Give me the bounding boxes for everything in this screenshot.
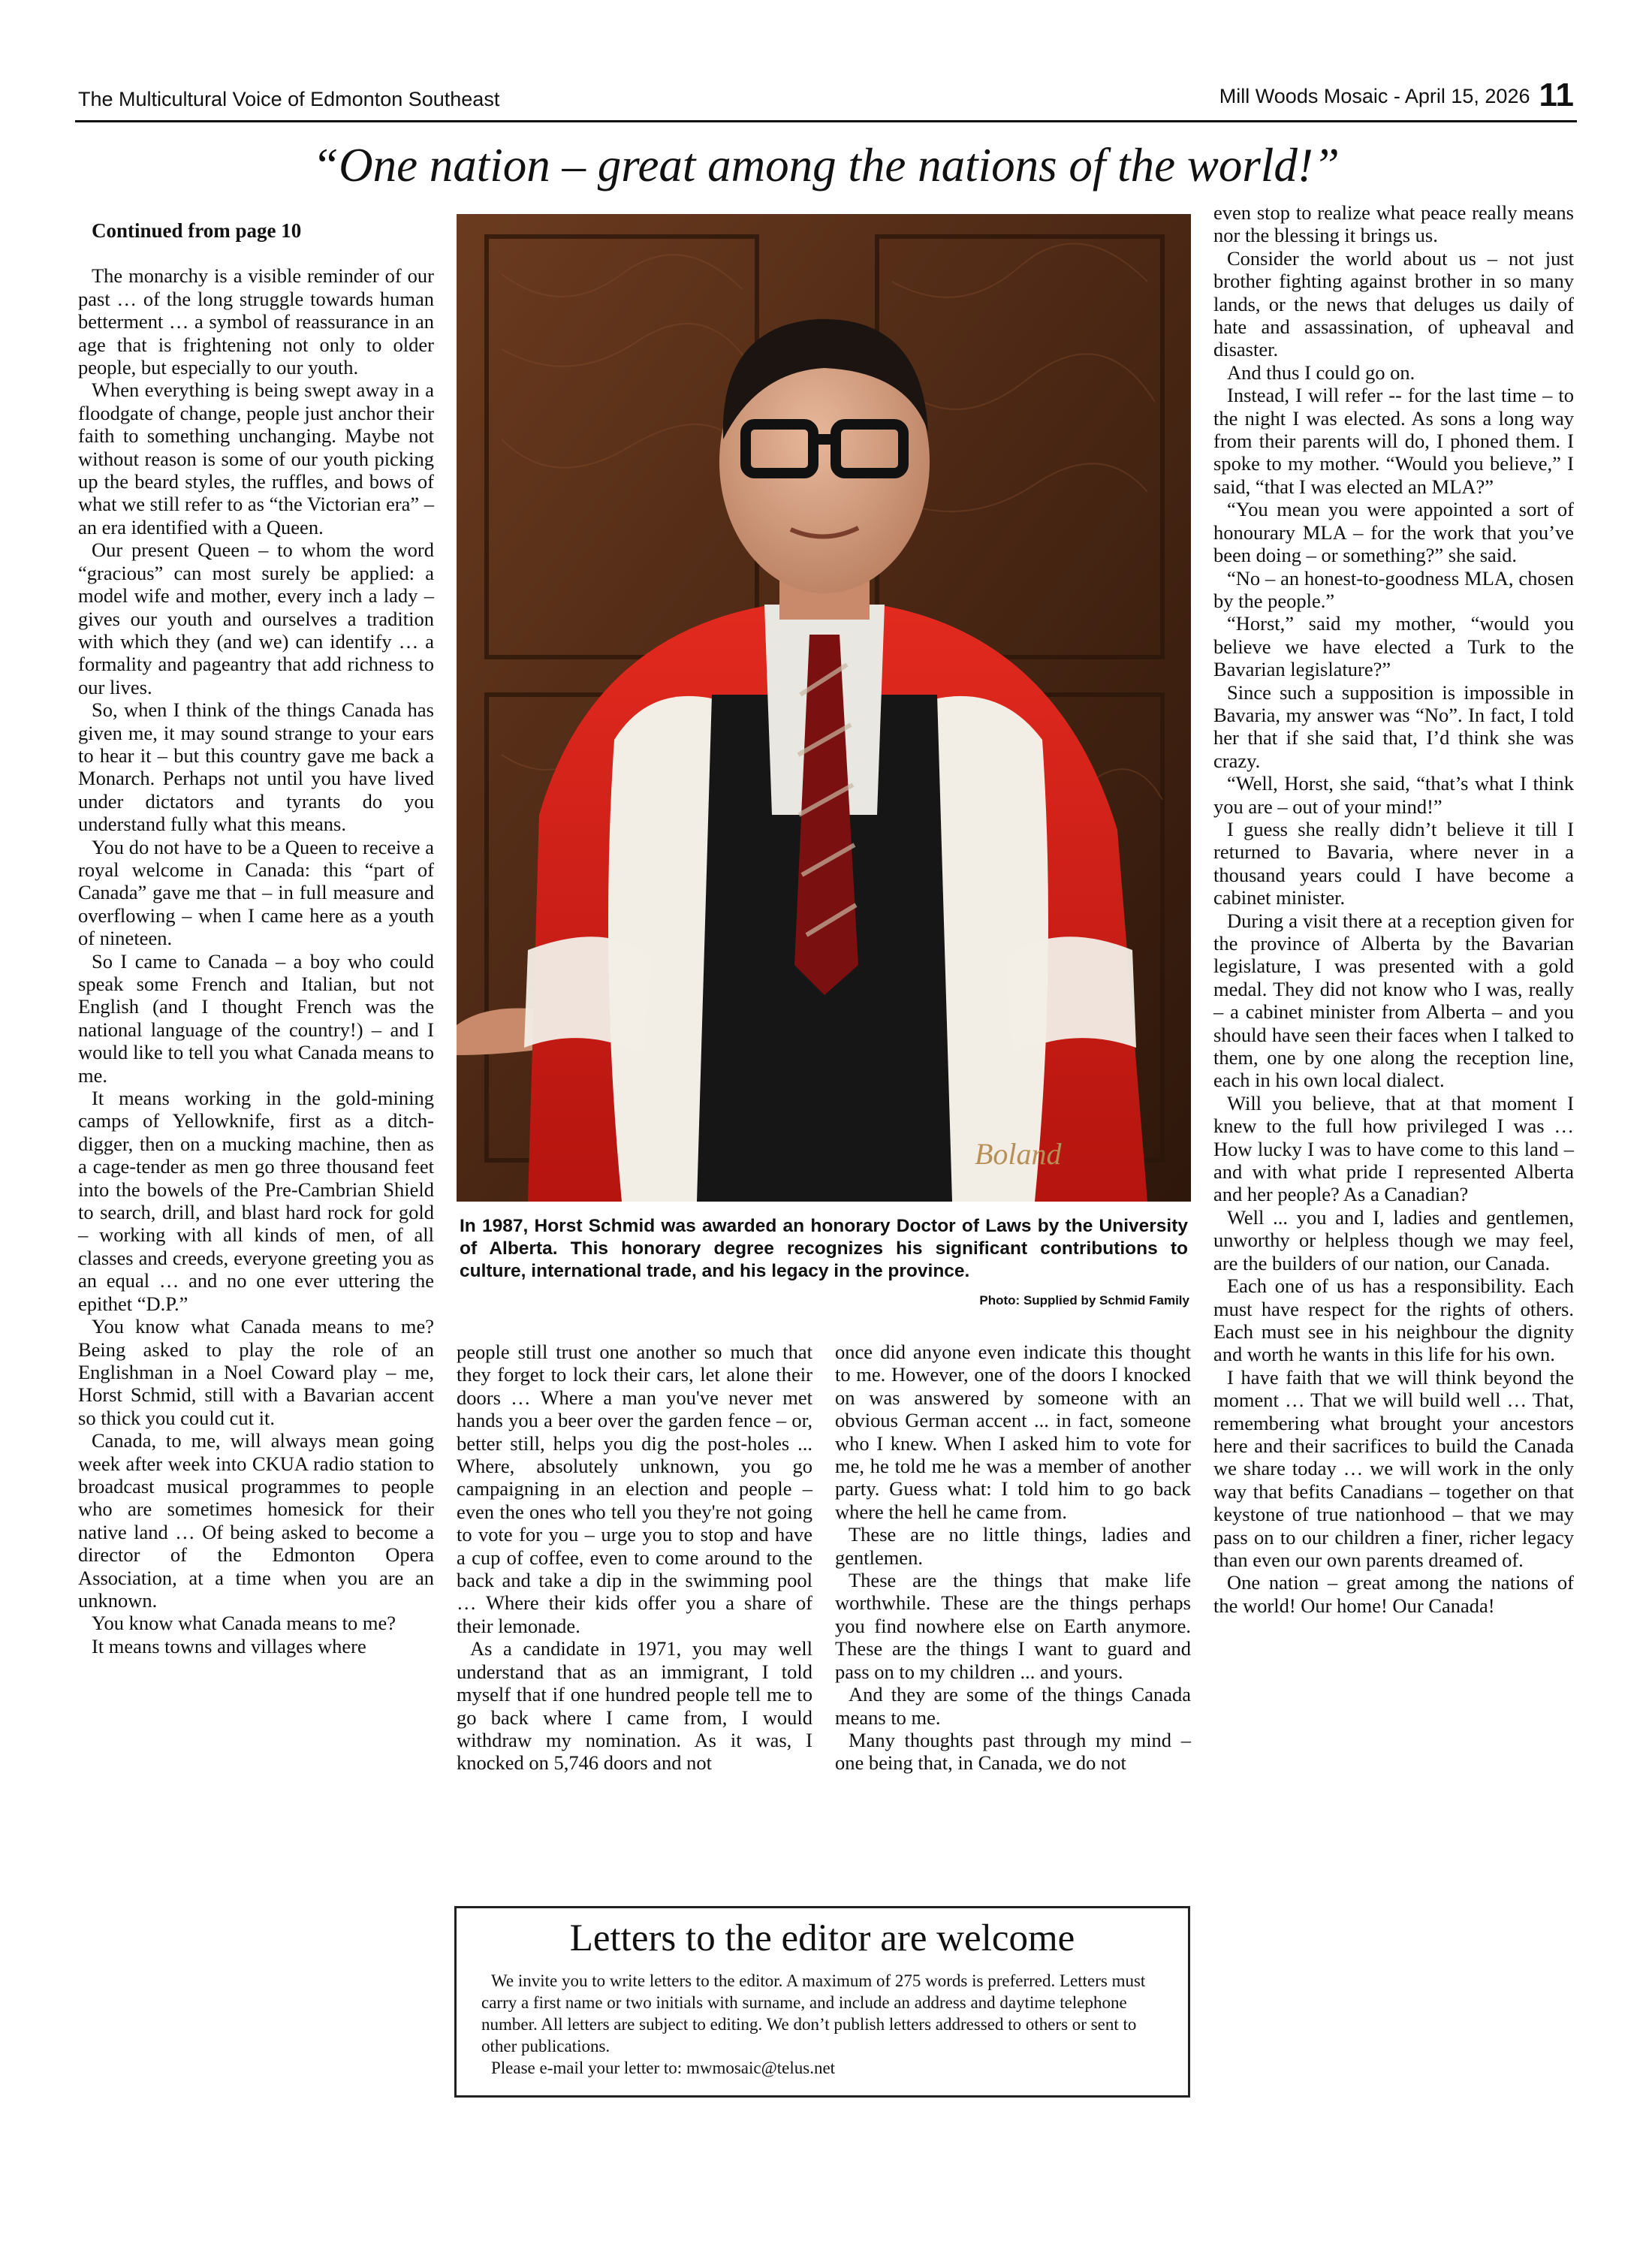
paragraph: The monarchy is a visible reminder of our past … of the long struggle towards human betterment … a symbol of reassurance in an age that is frightening not only to older people, but especially to our youth. — [78, 264, 434, 379]
publication-tagline: The Multicultural Voice of Edmonton Southeast — [78, 88, 500, 110]
headline: “One nation – great among the nations of the world!” — [312, 139, 1340, 192]
page-number: 11 — [1539, 77, 1574, 113]
paragraph: It means towns and villages where — [92, 1634, 366, 1657]
paragraph: Well ... you and I, ladies and gentlemen, unworthy or helpless though we may feel, are the builders of our nation, our Canada. — [1213, 1205, 1574, 1274]
paragraph: When everything is being swept away in a floodgate of change, people just anchor their faith to something unchanging. Maybe not without reason is some of our youth picking up the beard styles, the ruffles, and bows of what we still refer to as “the Victorian era” – an era identified with a Queen. — [78, 379, 434, 538]
paragraph: These are the things that make life worthwhile. These are the things perhaps you find nowhere else on Earth anymore. These are the things I want to guard and pass on to my children ... and yours. — [835, 1569, 1191, 1683]
paragraph: I have faith that we will think beyond the moment … That we will build well … That, remembering what brought your ancestors here and their sacrifices to build the Canada we share today … we will work in the only way that befits Canadians – together on that keystone of true nationhood – that we may pass on to our children a finer, richer legacy than even our own parents dreamed of. — [1213, 1365, 1574, 1571]
paragraph: once did anyone even indicate this thought to me. However, one of the doors I knocked on was answered by someone with an obvious German accent ... in fact, someone who I knew. When I asked him to vote for me, he told me he was a member of another party. Guess what: I told him to go back where the hell he came from. — [835, 1341, 1191, 1523]
paragraph: people still trust one another so much that they forget to lock their cars, let alone their doors … Where a man you've never met hands you a beer over the garden fence – or, better still, helps you dig the post-holes ... Where, absolutely unknown, you go campaigning in an election and people – even the ones who tell you they're not going to vote for you – urge you to stop and have a cup of coffee, even to come around to the back and take a dip in the swimming pool … Where their kids offer you a share of their lemonade. — [457, 1341, 812, 1637]
paragraph: “Horst,” said my mother, “would you believe we have elected a Turk to the Bavarian legislature?” — [1213, 612, 1574, 681]
paragraph: Each one of us has a responsibility. Each must have respect for the rights of others. Each must see in his neighbour the dignity and worth he wants in this life for his own. — [1213, 1274, 1574, 1366]
publication-date: Mill Woods Mosaic - April 15, 2026 — [1219, 85, 1530, 107]
paragraph: “You mean you were appointed a sort of honourary MLA – for the work that you’ve been doing – or something?” she said. — [1213, 498, 1574, 567]
letters-box-text: We invite you to write letters to the editor. A maximum of 275 words is preferred. Letters must carry a first name or two initials with surname, and include an address and daytime telephone number. All letters are subject to editing. We don’t publish letters addressed to others or sent to other publications. — [481, 1971, 1146, 2055]
paragraph: Many thoughts past through my mind – one being that, in Canada, we do not — [835, 1728, 1191, 1775]
photo-credit: Photo: Supplied by Schmid Family — [979, 1293, 1189, 1307]
paragraph: “Well, Horst, she said, “that’s what I think you are – out of your mind!” — [1213, 772, 1574, 818]
running-head — [75, 75, 1577, 122]
photo-caption: In 1987, Horst Schmid was awarded an honorary Doctor of Laws by the University of Alberta. This honorary degree recognizes his significant contributions to culture, international trade, and his legacy in the province. — [460, 1216, 1188, 1281]
article-column-1 — [78, 219, 434, 1657]
paragraph: Instead, I will refer -- for the last time – to the night I was elected. As sons a long way from their parents will do, I phoned them. I spoke to my mother. “Would you believe,” I said, “that I was elected an MLA?” — [1213, 384, 1574, 498]
painter-signature: Boland — [975, 1137, 1062, 1171]
letters-box-title: Letters to the editor are welcome — [569, 1917, 1075, 1959]
paragraph: I guess she really didn’t believe it till I returned to Bavaria, where never in a thousand years could I have become a cabinet minister. — [1213, 817, 1574, 909]
paragraph: These are no little things, ladies and gentlemen. — [835, 1523, 1191, 1569]
letters-to-editor-box — [454, 1906, 1190, 2098]
paragraph: Canada, to me, will always mean going week after week into CKUA radio station to broadcast musical programmes to people who are sometimes homesick for their native land … Of being asked to become a director of the Edmonton Opera Association, at a time when you are an unknown. — [78, 1429, 434, 1612]
article-column-2 — [457, 1341, 812, 1775]
portrait-photo — [457, 214, 1191, 1202]
paragraph: And they are some of the things Canada means to me. — [835, 1683, 1191, 1729]
paragraph: During a visit there at a reception given for the province of Alberta by the Bavarian legislature, I was presented with a gold medal. They did not know who I was, really – a cabinet minister from Alberta – and you should have seen their faces when I talked to them, one by one along the reception line, each in his own local dialect. — [1213, 909, 1574, 1092]
paragraph: You know what Canada means to me? Being asked to play the role of an Englishman in a Noel Coward play – me, Horst Schmid, still with a Bavarian accent so thick you could cut it. — [78, 1315, 434, 1429]
paragraph: One nation – great among the nations of the world! Our home! Our Canada! — [1213, 1571, 1574, 1617]
paragraph: As a candidate in 1971, you may well understand that as an immigrant, I told myself that if one hundred people tell me to go back where I came from, I would withdraw my nomination. As it was, I knocked on 5,746 doors and not — [457, 1637, 812, 1775]
paragraph: It means working in the gold-mining camps of Yellowknife, first as a ditch-digger, then on a mucking machine, then as a cage-tender as men go three thousand feet into the bowels of the Pre-Cambrian Shield to search, drill, and blast hard rock for gold – working with all kinds of men, of all classes and creeds, everyone greeting you as an equal … and no one ever uttering the epithet “D.P.” — [78, 1087, 434, 1315]
paragraph: Our present Queen – to whom the word “gracious” can most surely be applied: a model wife and mother, every inch a lady – gives our youth and ourselves a tradition with which they (and we) can identify … a formality and pageantry that add richness to our lives. — [78, 538, 434, 698]
article-column-4 — [1213, 201, 1574, 1617]
letters-box-body — [481, 1970, 1166, 2079]
issue-dateline — [1219, 74, 1574, 111]
paragraph: So, when I think of the things Canada has given me, it may sound strange to your ears to hear it – but this country gave me back a Monarch. Perhaps not until you have lived under dictators and tyrants do you understand fully what this means. — [78, 698, 434, 836]
continued-from: Continued from page 10 — [92, 219, 302, 242]
article-column-3 — [835, 1341, 1191, 1775]
paragraph: Consider the world about us – not just brother fighting against brother in so many lands, or the news that deluges us daily of hate and assassination, of upheaval and disaster. — [1213, 246, 1574, 361]
paragraph: Will you believe, that at that moment I knew to the full how privileged I was … How lucky I was to have come to this land – and with what pride I represented Alberta and her people? As a Canadian? — [1213, 1091, 1574, 1206]
paragraph: “No – an honest-to-goodness MLA, chosen by the people.” — [1213, 566, 1574, 612]
letters-box-email: Please e-mail your letter to: mwmosaic@telus.net — [491, 2058, 836, 2077]
paragraph: You know what Canada means to me? — [92, 1612, 396, 1635]
paragraph: And thus I could go on. — [1227, 360, 1415, 384]
paragraph: even stop to realize what peace really means nor the blessing it brings us. — [1213, 201, 1574, 247]
paragraph: So I came to Canada – a boy who could speak some French and Italian, but not English (and I thought French was the national language of the country!) – and I would like to tell you what Canada means to me. — [78, 949, 434, 1087]
paragraph: You do not have to be a Queen to receive a royal welcome in Canada: this “part of Canada” gave me that – in full measure and overflowing – when I came here as a youth of nineteen. — [78, 835, 434, 950]
paragraph: Since such a supposition is impossible in Bavaria, my answer was “No”. In fact, I told her that if she said that, I’d think she was crazy. — [1213, 680, 1574, 772]
